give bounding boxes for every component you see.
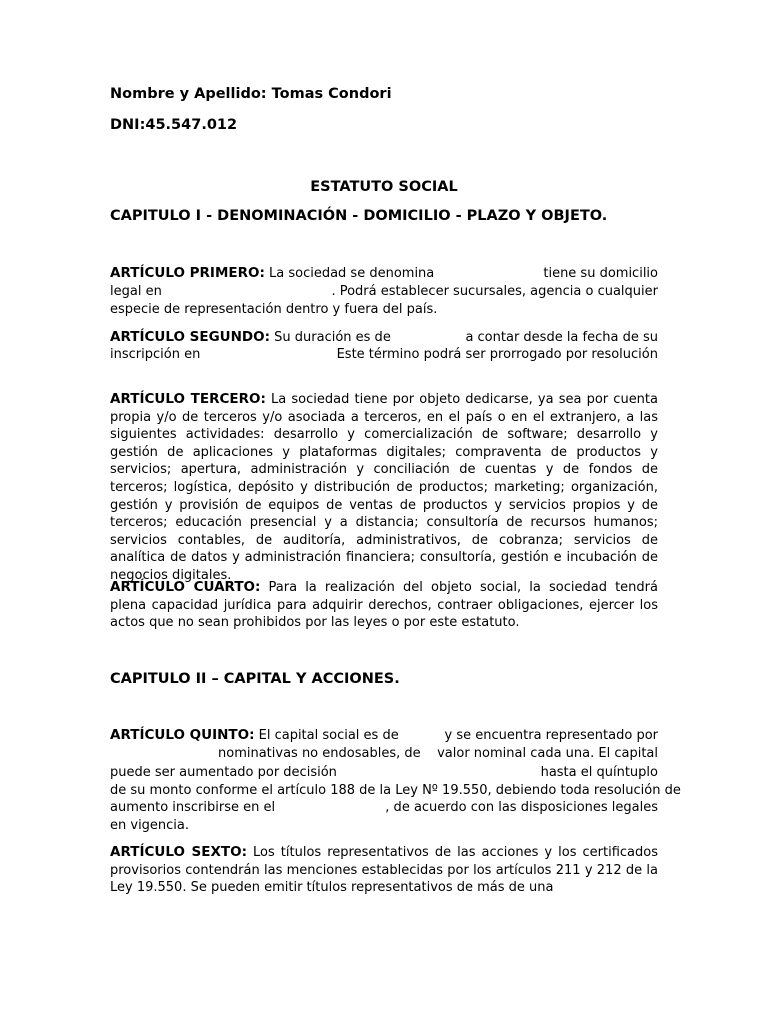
art5-label: ARTÍCULO QUINTO: [110, 727, 255, 743]
art5-text-1a: El capital social es de [254, 728, 399, 743]
art1-text-1a: La sociedad se denomina [264, 266, 435, 281]
name-line: Nombre y Apellido: Tomas Condori [110, 86, 392, 102]
art1-text-2b: . Podrá establecer sucursales, agencia o cualquier [331, 284, 658, 299]
art5-text-5a: aumento inscribirse en el [110, 800, 276, 815]
art3-paragraph [110, 391, 658, 585]
art5-text-3b: hasta el quíntuplo [540, 765, 658, 780]
chapter-1-heading: CAPITULO I - DENOMINACIÓN - DOMICILIO - PLAZO Y OBJETO. [110, 208, 608, 224]
art5-text-5b: , de acuerdo con las disposiciones legales [385, 800, 658, 815]
art1-text-2a: legal en [110, 284, 162, 299]
art6-label: ARTÍCULO SEXTO: [110, 844, 247, 860]
art1-line1 [110, 265, 434, 283]
art5-text-1b: y se encuentra representado por [444, 728, 658, 743]
art2-text-1b: a contar desde la fecha de su [465, 330, 658, 345]
art6-text: Los títulos representativos de las acciones y los certificados provisorios contendrán las menciones establecidas por los artículos 211 y 212 de la Ley 19.550. Se pueden emitir títulos representativos de más de una [110, 845, 658, 896]
art1-text-3: especie de representación dentro y fuera del país. [110, 302, 438, 317]
art5-text-3a: puede ser aumentado por decisión [110, 765, 337, 780]
document-title: ESTATUTO SOCIAL [310, 179, 458, 195]
art5-text-2a: nominativas no endosables, de [218, 746, 421, 761]
dni-line: DNI:45.547.012 [110, 117, 238, 133]
art5-line1 [110, 727, 399, 745]
art5-text-2b: valor nominal cada una. El capital [437, 746, 658, 761]
art6-paragraph [110, 844, 658, 897]
art3-text: La sociedad tiene por objeto dedicarse, ya sea por cuenta propia y/o de terceros y/o asociada a terceros, en el país o en el extranjero, a las siguientes actividades: desarrollo y comercialización de software; desarrollo y gestión de aplicaciones y plataformas digitales; compraventa de productos y servicios; apertura, administración y conciliación de cuentas y de fondos de terceros; logística, depósito y distribución de productos; marketing; organización, gestión y provisión de equipos de ventas de productos y servicios propios y de terceros; educación presencial y a distancia; consultoría de recursos humanos; servicios contables, de auditoría, administrativos, de cobranza; servicios de analítica de datos y administración financiera; consultoría, gestión e incubación de negocios digitales. [110, 392, 658, 583]
art2-label: ARTÍCULO SEGUNDO: [110, 329, 271, 345]
art2-text-2b: Este término podrá ser prorrogado por resolución [336, 347, 658, 362]
art2-line1 [110, 329, 391, 347]
art5-text-6: en vigencia. [110, 818, 190, 833]
art2-text-2a: inscripción en [110, 347, 201, 362]
art5-text-4: de su monto conforme el artículo 188 de la Ley Nº 19.550, debiendo toda resolución de [110, 783, 681, 798]
art2-text-1a: Su duración es de [270, 330, 391, 345]
art1-label: ARTÍCULO PRIMERO: [110, 265, 265, 281]
chapter-2-heading: CAPITULO II – CAPITAL Y ACCIONES. [110, 671, 400, 687]
art4-label: ARTÍCULO CUARTO: [110, 579, 261, 595]
art3-label: ARTÍCULO TERCERO: [110, 391, 266, 407]
art4-paragraph [110, 579, 658, 632]
art1-text-1b: tiene su domicilio [543, 266, 658, 281]
art4-text: Para la realización del objeto social, la sociedad tendrá plena capacidad jurídica para adquirir derechos, contraer obligaciones, ejercer los actos que no sean prohibidos por las leyes o por este estatuto. [110, 580, 658, 631]
